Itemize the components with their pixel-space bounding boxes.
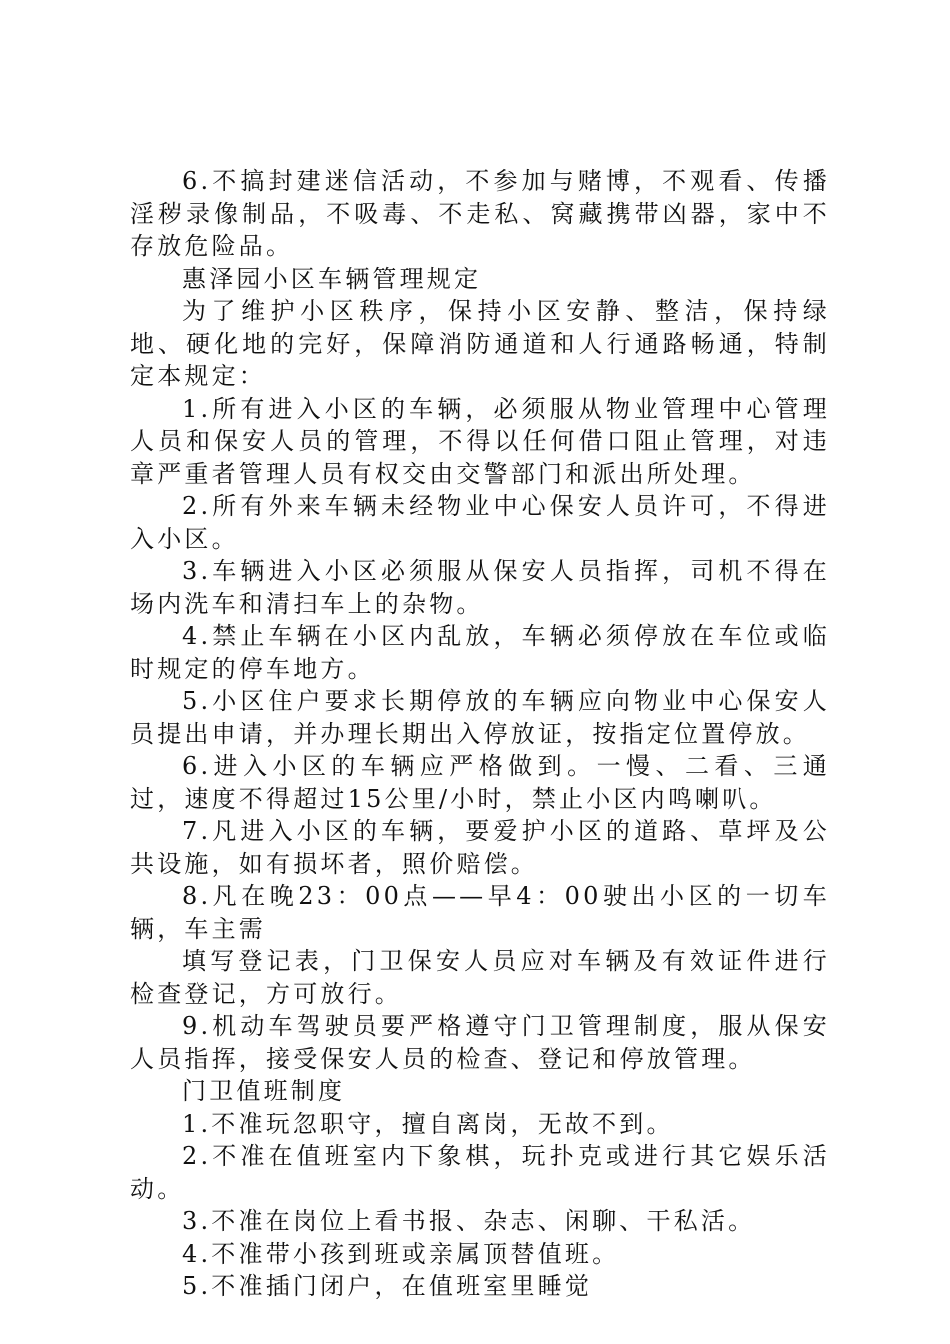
paragraph-vehicle-rule-8-continued: 填写登记表，门卫保安人员应对车辆及有效证件进行检查登记，方可放行。 xyxy=(130,947,830,1008)
paragraph-vehicle-rule-2: 2.所有外来车辆未经物业中心保安人员许可，不得进入小区。 xyxy=(130,492,830,553)
paragraph-vehicle-rule-7: 7.凡进入小区的车辆，要爱护小区的道路、草坪及公共设施，如有损坏者，照价赔偿。 xyxy=(130,817,830,878)
paragraph-guard-rule-3: 3.不准在岗位上看书报、杂志、闲聊、干私活。 xyxy=(182,1207,756,1235)
paragraph-vehicle-rule-9: 9.机动车驾驶员要严格遵守门卫管理制度，服从保安人员指挥，接受保安人员的检查、登记和停放管理。 xyxy=(130,1012,830,1073)
paragraph-guard-rule-4: 4.不准带小孩到班或亲属顶替值班。 xyxy=(182,1239,620,1268)
section-title-vehicle-rules: 惠泽园小区车辆管理规定 xyxy=(182,264,482,293)
paragraph-vehicle-rule-5: 5.小区住户要求长期停放的车辆应向物业中心保安人员提出申请，并办理长期出入停放证，按指定位置停放。 xyxy=(130,687,830,748)
paragraph-vehicle-rule-8: 8.凡在晚23：00点——早4：00驶出小区的一切车辆，车主需 xyxy=(130,882,830,943)
paragraph-vehicle-rule-3: 3.车辆进入小区必须服从保安人员指挥，司机不得在场内洗车和清扫车上的杂物。 xyxy=(130,557,830,618)
paragraph-vehicle-intro: 为了维护小区秩序，保持小区安静、整洁，保持绿地、硬化地的完好，保障消防通道和人行通路畅通，特制定本规定： xyxy=(130,297,830,390)
paragraph-superstition-rule: 6.不搞封建迷信活动，不参加与赌博，不观看、传播淫秽录像制品，不吸毒、不走私、窝藏携带凶器，家中不存放危险品。 xyxy=(130,167,830,260)
paragraph-vehicle-rule-4: 4.禁止车辆在小区内乱放，车辆必须停放在车位或临时规定的停车地方。 xyxy=(130,622,830,683)
paragraph-guard-rule-1: 1.不准玩忽职守，擅自离岗，无故不到。 xyxy=(182,1109,674,1138)
paragraph-guard-rule-2: 2.不准在值班室内下象棋，玩扑克或进行其它娱乐活动。 xyxy=(130,1142,830,1203)
section-title-guard-duty: 门卫值班制度 xyxy=(182,1077,346,1105)
document-body xyxy=(130,165,830,1303)
paragraph-vehicle-rule-1: 1.所有进入小区的车辆，必须服从物业管理中心管理人员和保安人员的管理，不得以任何借口阻止管理，对违章严重者管理人员有权交由交警部门和派出所处理。 xyxy=(130,394,830,488)
paragraph-guard-rule-5: 5.不准插门闭户，在值班室里睡觉 xyxy=(182,1272,593,1300)
paragraph-vehicle-rule-6: 6.进入小区的车辆应严格做到。一慢、二看、三通过，速度不得超过15公里/小时，禁止小区内鸣喇叭。 xyxy=(130,752,830,813)
